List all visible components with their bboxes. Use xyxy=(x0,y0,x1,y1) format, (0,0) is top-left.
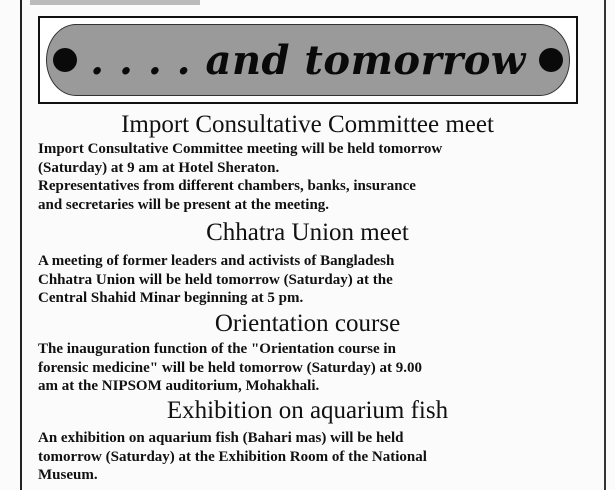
previous-article-edge xyxy=(30,0,200,5)
item-body: The inauguration function of the "Orientation course in forensic medicine" will be held tomorrow (Saturday) at 9.00 am at the NIPSOM auditorium, Mohakhali. xyxy=(38,341,422,394)
item-body: Import Consultative Committee meeting will be held tomorrow (Saturday) at 9 am at Hotel Sheraton. Representatives from different chambers, banks, insurance and secretaries will be present at the meeting. xyxy=(38,141,443,213)
banner-plate xyxy=(46,24,570,96)
section-banner xyxy=(38,16,578,104)
item-heading: Orientation course xyxy=(214,310,401,337)
item-heading: Import Consultative Committee meet xyxy=(121,111,494,138)
item-heading: Chhatra Union meet xyxy=(206,219,409,246)
item-heading: Exhibition on aquarium fish xyxy=(166,397,449,424)
bullet-dot-icon xyxy=(53,48,77,72)
bullet-dot-icon xyxy=(539,48,563,72)
item-body: An exhibition on aquarium fish (Bahari mas) will be held tomorrow (Saturday) at the Exhibition Room of the National Museum. xyxy=(38,430,427,483)
banner-title: . . . . and tomorrow xyxy=(90,36,526,84)
item-body: A meeting of former leaders and activists of Bangladesh Chhatra Union will be held tomorrow (Saturday) at the Central Shahid Minar beginning at 5 pm. xyxy=(38,253,395,306)
